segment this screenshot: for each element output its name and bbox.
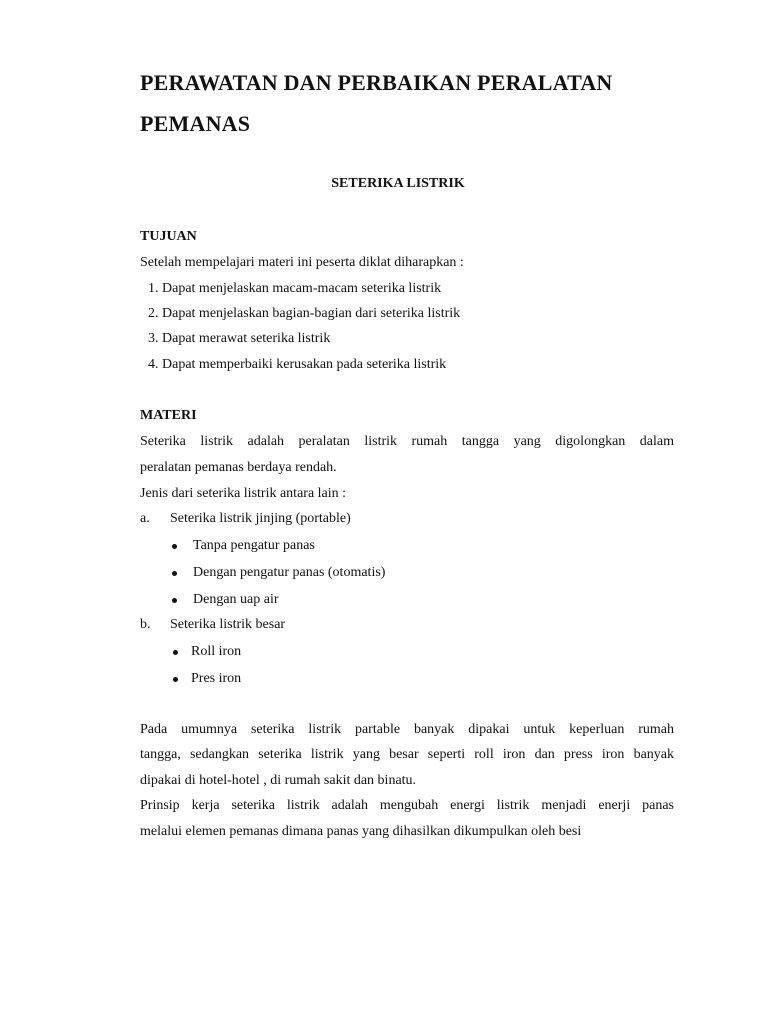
group-b-label: Seterika listrik besar — [170, 617, 286, 632]
group-a-bullet-2: Dengan pengatur panas (otomatis) — [193, 565, 386, 580]
section-subtitle: SETERIKA LISTRIK — [331, 176, 465, 191]
bullet-icon — [172, 598, 177, 603]
group-a-label: Seterika listrik jinjing (portable) — [170, 511, 351, 526]
group-b-marker: b. — [140, 617, 151, 632]
tujuan-item-3: 3. Dapat merawat seterika listrik — [148, 331, 331, 346]
tujuan-item-1: 1. Dapat menjelaskan macam-macam seterika listrik — [148, 281, 442, 296]
materi-heading: MATERI — [140, 408, 197, 423]
group-b-bullet-2: Pres iron — [191, 671, 242, 686]
materi-para2-line3: dipakai di hotel-hotel , di rumah sakit dan binatu. — [140, 773, 417, 788]
group-a-marker: a. — [140, 511, 150, 526]
materi-para3-line1: Prinsip kerja seterika listrik adalah mengubah energi listrik menjadi enerji panas — [140, 798, 674, 813]
materi-para1-line2: peralatan pemanas berdaya rendah. — [140, 460, 337, 475]
jenis-intro: Jenis dari seterika listrik antara lain : — [140, 486, 347, 501]
bullet-icon — [173, 650, 178, 655]
group-a-bullet-3: Dengan uap air — [193, 592, 279, 607]
tujuan-item-4: 4. Dapat memperbaiki kerusakan pada seterika listrik — [148, 357, 447, 372]
tujuan-intro: Setelah mempelajari materi ini peserta diklat diharapkan : — [140, 255, 464, 270]
bullet-icon — [173, 677, 178, 682]
materi-para2-line2: tangga, sedangkan seterika listrik yang besar seperti roll iron dan press iron banyak — [140, 747, 674, 762]
tujuan-heading: TUJUAN — [140, 229, 197, 244]
document-title-line-1: PERAWATAN DAN PERBAIKAN PERALATAN — [140, 70, 613, 95]
materi-para3-line2: melalui elemen pemanas dimana panas yang dihasilkan dikumpulkan oleh besi — [140, 824, 582, 839]
tujuan-item-2: 2. Dapat menjelaskan bagian-bagian dari seterika listrik — [148, 306, 461, 321]
document-title-line-2: PEMANAS — [140, 111, 251, 136]
materi-para1-line1: Seterika listrik adalah peralatan listrik rumah tangga yang digolongkan dalam — [140, 434, 674, 449]
bullet-icon — [172, 544, 177, 549]
group-a-bullet-1: Tanpa pengatur panas — [193, 538, 315, 553]
bullet-icon — [172, 571, 177, 576]
materi-para2-line1: Pada umumnya seterika listrik partable banyak dipakai untuk keperluan rumah — [140, 722, 674, 737]
group-b-bullet-1: Roll iron — [191, 644, 242, 659]
